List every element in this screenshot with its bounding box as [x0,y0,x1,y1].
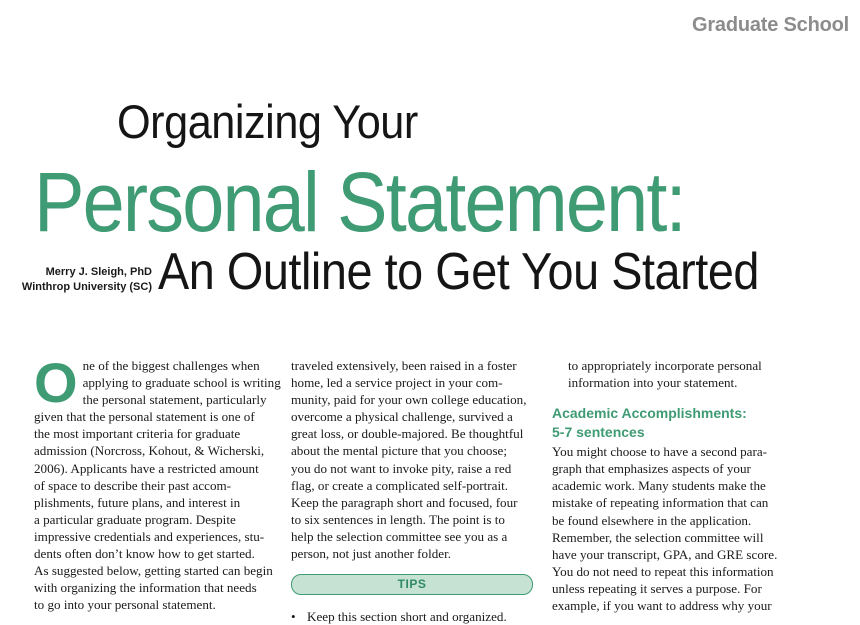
text-line: traveled extensively, been raised in a foster [291,358,517,373]
text-line: have your transcript, GPA, and GRE score. [552,546,778,562]
column-2 [291,357,536,562]
text-line: mistake of repeating information that can [552,495,769,511]
text-line: help the selection committee see you as a [291,528,508,544]
text-line: given that the personal statement is one of [34,409,255,425]
text-line: unless repeating it serves a purpose. For [552,580,762,596]
subhead [552,404,792,442]
column-1 [34,351,281,613]
subhead-line-1: Academic Accomplishments: [552,405,747,422]
text-line: academic work. Many students make the [552,478,766,494]
text-line: with organizing the information that needs [34,580,257,596]
text-line: overcome a physical challenge, survived a [291,409,513,425]
text-line: you do not want to invoke pity, raise a red [291,460,512,476]
author-name: Merry J. Sleigh, PhD [45,266,152,278]
text-line: information into your statement. [568,375,738,391]
text-line: dents often don’t know how to get started. [34,546,255,562]
section-label: Graduate School [691,14,849,36]
text-line: to go into your personal statement. [34,597,216,613]
text-line: to six sentences in length. The point is to [291,511,505,527]
byline [14,265,152,295]
text-line: munity, paid for your own college education, [291,392,527,408]
tips-bullet-item [291,608,536,625]
text-line: ne of the biggest challenges when [82,358,260,373]
bullet-icon: • [291,609,296,624]
text-line: person, not just another folder. [291,546,452,562]
text-line: home, led a service project in your com- [291,375,503,391]
text-line: Keep the paragraph short and focused, four [291,494,518,510]
title-line-2: Personal Statement: [34,155,685,249]
text-line: As suggested below, getting started can begin [34,563,273,579]
title-line-1: Organizing Your [117,95,418,148]
text-line: plishments, future plans, and interest in [34,494,241,510]
text-line: the personal statement, particularly [82,392,267,408]
column-3 [552,357,792,614]
text-line: impressive credentials and experiences, stu- [34,528,265,544]
text-line: to appropriately incorporate personal [568,358,762,373]
text-line: Remember, the selection committee will [552,529,764,545]
text-line: of space to describe their past accom- [34,477,232,493]
author-affiliation: Winthrop University (SC) [21,281,152,293]
bullet-text: Keep this section short and organized. [307,609,507,624]
subhead-line-2: 5-7 sentences [552,424,645,441]
text-line: graph that emphasizes aspects of your [552,461,751,477]
text-line: about the mental picture that you choose; [291,443,507,459]
text-line: flag, or create a complicated self-portrait. [291,477,509,493]
column-3-text [552,443,792,614]
tips-banner: TIPS [291,574,533,595]
title-line-3: An Outline to Get You Started [158,243,759,301]
text-line: You might choose to have a second para- [552,444,768,460]
text-line: You do not need to repeat this information [552,563,774,579]
text-line: be found elsewhere in the application. [552,512,752,528]
column-3-text-top [552,357,792,391]
text-line: applying to graduate school is writing [82,375,281,391]
column-2-text [291,357,536,562]
text-line: great loss, or double-majored. Be thoughtful [291,426,524,442]
text-line: a particular graduate program. Despite [34,511,236,527]
drop-cap: O [34,351,78,414]
text-line: admission (Norcross, Kohout, & Wicherski, [34,443,265,459]
text-line: 2006). Applicants have a restricted amount [34,460,259,476]
text-line: the most important criteria for graduate [34,426,241,442]
text-line: example, if you want to address why your [552,598,772,614]
